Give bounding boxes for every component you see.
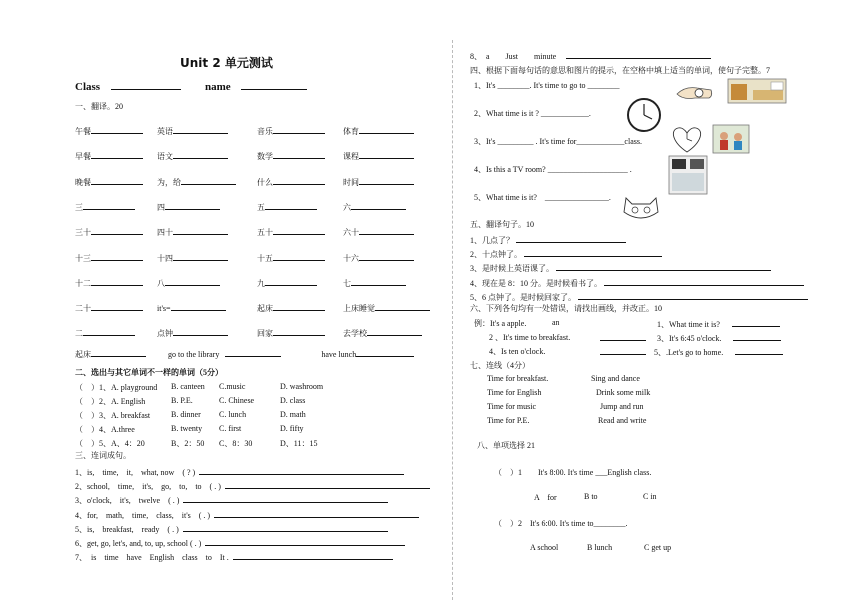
name-label: name — [205, 81, 307, 93]
translate-word: 早餐 — [75, 152, 91, 162]
translate-cell — [75, 252, 143, 264]
translate-sentence — [470, 262, 771, 274]
translate-cell — [75, 277, 143, 289]
translate-word: 九 — [257, 278, 265, 288]
error-sentence: 4、Is ten o'clock. — [489, 347, 546, 356]
answer-blank[interactable] — [273, 125, 325, 134]
translate-word: 数学 — [257, 152, 273, 162]
answer-line[interactable] — [214, 509, 419, 518]
answer-blank[interactable] — [359, 252, 414, 261]
translate-cell — [257, 150, 325, 162]
translate-word: 音乐 — [257, 127, 273, 136]
translate-word: 十五 — [257, 253, 273, 263]
translate-cell — [157, 150, 228, 162]
choice-option[interactable]: B. canteen — [171, 382, 205, 391]
translate-word: it's= — [157, 304, 171, 314]
choice-1-option-b[interactable]: B to — [584, 492, 598, 501]
translate-cell — [157, 252, 228, 264]
column-divider — [452, 40, 453, 600]
choice-option[interactable]: D. math — [280, 410, 306, 419]
translate-cell — [343, 201, 406, 213]
class-blank[interactable] — [111, 81, 181, 90]
answer-blank[interactable] — [273, 150, 325, 159]
translate-cell — [343, 125, 414, 137]
heart-clock-picture — [668, 124, 706, 154]
reorder-item — [75, 523, 388, 535]
translate-cell — [157, 176, 236, 188]
translate-word: 晚餐 — [75, 177, 91, 187]
choice-question-1: （ ）1 It's 8:00. It's time ___English class. — [494, 468, 652, 477]
answer-blank[interactable] — [351, 201, 406, 210]
clock-picture — [624, 97, 664, 133]
translate-word: 七 — [343, 278, 351, 288]
example-answer: an — [552, 318, 560, 327]
answer-blank[interactable] — [91, 125, 143, 134]
answer-blank[interactable] — [91, 277, 143, 286]
answer-line[interactable] — [183, 494, 388, 503]
translate-sentence — [470, 248, 662, 260]
choice-1-option-a[interactable]: A for — [534, 493, 557, 502]
reorder-item-8: 8、 a Just minute — [470, 50, 711, 62]
answer-line[interactable] — [183, 523, 388, 532]
answer-blank[interactable] — [375, 302, 430, 311]
reorder-words: 3、o'clock, it's, twelve ( . ) — [75, 496, 180, 506]
translate-cell — [157, 226, 228, 238]
choice-option[interactable]: B. dinner — [171, 410, 201, 419]
translate-cell — [343, 277, 406, 289]
answer-blank[interactable] — [173, 252, 228, 261]
answer-line[interactable] — [199, 466, 404, 475]
answer-blank[interactable] — [91, 176, 143, 185]
translate-word: 去学校 — [343, 329, 367, 339]
section-5-heading: 五、翻译句子。10 — [470, 220, 534, 229]
fill-item-3[interactable]: 3、It's _________ . It's time for____________class. — [474, 137, 642, 146]
translate-word: 三 — [75, 202, 83, 212]
answer-blank[interactable] — [273, 327, 325, 336]
translate-word: 十二 — [75, 278, 91, 288]
translate-cell — [157, 125, 228, 137]
choice-1-option-c[interactable]: C in — [643, 492, 657, 501]
translate-word: 三十 — [75, 228, 91, 238]
reorder-item — [75, 551, 393, 563]
section-8-heading: 八、单项选择 21 — [477, 441, 535, 450]
reorder-item — [75, 480, 430, 492]
translate-cell — [257, 302, 325, 314]
answer-blank[interactable] — [91, 252, 143, 261]
answer-blank[interactable] — [359, 176, 414, 185]
classroom-picture — [712, 124, 750, 154]
reorder-item — [75, 494, 388, 506]
translate-word: 八 — [157, 278, 165, 288]
match-right-item[interactable]: Drink some milk — [596, 388, 651, 397]
translate-cell — [75, 302, 143, 314]
translate-cell — [343, 226, 414, 238]
answer-blank[interactable] — [173, 125, 228, 134]
translate-cell — [343, 252, 414, 264]
answer-blank[interactable] — [83, 201, 135, 210]
translate-cell — [75, 226, 143, 238]
translate-word: 十六 — [343, 253, 359, 263]
correction-blank[interactable] — [600, 332, 646, 341]
correction-blank[interactable] — [732, 318, 780, 327]
match-right-item[interactable]: Sing and dance — [591, 374, 640, 383]
match-right-item[interactable]: Read and write — [598, 416, 647, 425]
answer-blank[interactable] — [83, 327, 135, 336]
correction-slot[interactable] — [552, 318, 560, 327]
translate-word: 为，给 — [157, 177, 181, 187]
error-sentence — [654, 346, 783, 358]
sentence-text: 2、十点钟了。 — [470, 250, 522, 260]
reorder-words: 1、is, time, it, what, now ( ? ) — [75, 468, 196, 477]
translate-sentence — [470, 291, 808, 303]
reorder-words: 4、for, math, time, class, it's ( . ) — [75, 510, 211, 520]
translate-cell — [75, 150, 143, 162]
translate-cell — [75, 125, 143, 137]
answer-line[interactable] — [516, 234, 626, 243]
reorder-item — [75, 509, 419, 521]
choice-option[interactable]: B. P.E. — [171, 396, 193, 405]
cat-clock-picture — [620, 192, 662, 222]
answer-line[interactable] — [233, 551, 393, 560]
answer-blank[interactable] — [173, 327, 228, 336]
choice-question: （ ）5、A、4：20 — [75, 439, 145, 448]
correction-blank[interactable] — [733, 332, 781, 341]
translate-word: 四 — [157, 202, 165, 212]
translate-sentence — [470, 277, 804, 289]
translate-word: 二 — [75, 329, 83, 339]
answer-blank[interactable] — [367, 327, 422, 336]
choice-2-option-a[interactable]: A school — [530, 543, 559, 552]
match-left-item[interactable]: Time for breakfast. — [487, 374, 549, 383]
sentence-text: 4、现在是 8：10 分。是时候看书了。 — [470, 278, 602, 288]
answer-blank[interactable] — [273, 252, 325, 261]
translate-word: 体育 — [343, 127, 359, 136]
reorder-words: 7、 is time have English class to It . — [75, 553, 229, 563]
translate-cell — [343, 302, 430, 314]
choice-option[interactable]: D、11：15 — [280, 439, 318, 448]
error-sentence — [657, 318, 780, 330]
translate-cell — [157, 277, 220, 289]
answer-line[interactable] — [556, 262, 771, 271]
translate-cell — [157, 327, 228, 339]
translate-cell — [157, 201, 220, 213]
choice-question: （ ）3、A. breakfast — [75, 411, 151, 420]
translate-word: 二十 — [75, 304, 91, 314]
answer-blank[interactable] — [91, 150, 143, 159]
answer-line[interactable] — [604, 277, 804, 286]
translate-cell — [343, 176, 414, 188]
sentence-text: 1、几点了？ — [470, 236, 514, 245]
translate-cell — [257, 327, 325, 339]
answer-blank[interactable] — [265, 201, 317, 210]
choice-option[interactable]: C.music — [219, 382, 246, 391]
answer-blank[interactable] — [359, 125, 414, 134]
section-4-heading: 四、根据下面每句话的意思和图片的提示，在空格中填上适当的单词，使句子完整。7 — [470, 66, 770, 75]
answer-blank[interactable] — [351, 277, 406, 286]
translate-word: 四十 — [157, 228, 173, 238]
sentence-text: 5、.Let's go to home. — [654, 348, 724, 357]
choice-2-option-b[interactable]: B lunch — [587, 543, 613, 552]
translate-cell — [257, 252, 325, 264]
translate-cell — [157, 302, 226, 313]
reorder-item — [75, 537, 405, 549]
choice-question: （ ）2、A. English — [75, 397, 146, 406]
sentence-text: 5、6 点钟了。是时候回家了。 — [470, 292, 576, 302]
answer-line[interactable] — [225, 480, 430, 489]
translate-word: 时间 — [343, 177, 359, 187]
fill-item-1[interactable]: 1、It's ________. It's time to go to ________ — [474, 81, 620, 90]
reorder-words: 2、school, time, it's, go, to, to ( . ) — [75, 482, 221, 492]
choice-option[interactable]: B、2：50 — [171, 439, 205, 448]
answer-blank[interactable] — [359, 150, 414, 159]
choice-question: （ ）4、A.three — [75, 425, 135, 434]
translate-word: 十三 — [75, 253, 91, 263]
answer-blank[interactable] — [165, 277, 220, 286]
translate-word: 什么 — [257, 177, 273, 187]
answer-blank[interactable] — [173, 150, 228, 159]
correction-blank[interactable] — [600, 346, 646, 355]
fill-item-2[interactable]: 2、What time is it ? ____________. — [474, 109, 591, 118]
error-sentence: 2 、It's time to breakfast. — [489, 333, 571, 342]
answer-blank[interactable] — [91, 302, 143, 311]
answer-blank[interactable] — [273, 302, 325, 311]
reorder-words: 5、is, breakfast, ready ( . ) — [75, 524, 179, 534]
translate-word: 十四 — [157, 253, 173, 263]
correction-blank[interactable] — [735, 346, 783, 355]
translate-word: 五十 — [257, 228, 273, 238]
answer-blank[interactable] — [91, 226, 143, 235]
correction-slot[interactable] — [600, 346, 646, 357]
translate-cell — [343, 150, 414, 162]
match-left-item[interactable]: Time for English — [487, 388, 542, 397]
error-sentence: 例：It's a apple. — [474, 319, 527, 328]
choice-option[interactable]: B. twenty — [171, 424, 203, 433]
fill-item-5[interactable]: 5、What time is it? ________________. — [474, 193, 611, 202]
fill-item-4[interactable]: 4、Is this a TV room? ____________________ . — [474, 165, 632, 174]
choice-option[interactable]: D. washroom — [280, 382, 324, 391]
translate-word: 上床睡觉 — [343, 304, 375, 314]
choice-option[interactable]: D. fifty — [280, 424, 304, 433]
reorder-words: 6、get, go, let's, and, to, up, school ( . ) — [75, 539, 202, 548]
translate-word: 六十 — [343, 228, 359, 238]
translate-cell — [257, 226, 325, 238]
section-7-heading: 七、连线（4分） — [470, 361, 530, 370]
choice-option[interactable]: C. lunch — [219, 410, 247, 419]
translate-word: 回家 — [257, 329, 273, 339]
choice-2-option-c[interactable]: C get up — [644, 543, 672, 552]
choice-question: （ ）1、A. playground — [75, 383, 158, 392]
translate-cell — [343, 327, 422, 339]
sentence-text: 3、是时候上英语课了。 — [470, 264, 554, 274]
answer-blank[interactable] — [273, 176, 325, 185]
bedroom-picture — [727, 78, 787, 104]
translate-cell — [257, 277, 317, 289]
translate-word: 起床 — [257, 304, 273, 314]
name-blank[interactable] — [241, 81, 307, 90]
translate-word: 午餐 — [75, 127, 91, 136]
answer-blank[interactable] — [165, 201, 220, 210]
match-left-item[interactable]: Time for P.E. — [487, 416, 530, 425]
class-label: Class — [75, 81, 181, 93]
translate-cell — [75, 176, 143, 188]
translate-cell — [257, 176, 325, 188]
reorder-item — [75, 466, 404, 478]
translate-cell — [257, 201, 317, 213]
translate-word: 语文 — [157, 152, 173, 162]
translate-row-10: 起床 go to the library have lunch — [75, 348, 414, 360]
arm-watch-picture — [675, 80, 715, 102]
choice-option[interactable]: C. Chinese — [219, 396, 255, 405]
translate-cell — [257, 125, 325, 137]
answer-line[interactable] — [578, 291, 808, 300]
answer-line[interactable] — [205, 537, 405, 546]
choice-option[interactable]: D. class — [280, 396, 306, 405]
correction-slot[interactable] — [600, 332, 646, 343]
sentence-text: 3、It's 6:45 o'clock. — [657, 334, 722, 343]
section-3-heading: 三、连词成句。 — [75, 451, 131, 460]
tv-room-picture — [668, 155, 708, 195]
choice-option[interactable]: C. first — [219, 424, 242, 433]
answer-line[interactable] — [524, 248, 662, 257]
error-sentence — [657, 332, 781, 344]
page-title: Unit 2 单元测试 — [180, 56, 273, 70]
answer-blank[interactable] — [359, 226, 414, 235]
translate-cell — [75, 327, 135, 339]
match-left-item[interactable]: Time for music — [487, 402, 537, 411]
section-1-heading: 一、翻译。20 — [75, 102, 123, 111]
answer-blank[interactable] — [171, 302, 226, 311]
choice-option[interactable]: C、8：30 — [219, 439, 253, 448]
answer-blank[interactable] — [273, 226, 325, 235]
section-6-heading: 六、下列各句均有一处错误，请找出画线，并改正。10 — [470, 304, 662, 313]
translate-word: 六 — [343, 202, 351, 212]
translate-word: 点钟 — [157, 329, 173, 339]
answer-blank[interactable] — [265, 277, 317, 286]
translate-word: 英语 — [157, 127, 173, 136]
translate-cell — [75, 201, 135, 213]
answer-blank[interactable] — [181, 176, 236, 185]
match-right-item[interactable]: Jump and run — [600, 402, 644, 411]
sentence-text: 1、What time it is? — [657, 320, 720, 329]
answer-blank[interactable] — [173, 226, 228, 235]
translate-sentence — [470, 234, 626, 246]
choice-question-2: （ ）2 It's 6:00. It's time to________. — [494, 519, 628, 528]
translate-word: 五 — [257, 202, 265, 212]
translate-word: 课程 — [343, 152, 359, 162]
section-2-heading: 二、选出与其它单词不一样的单词（5分） — [75, 368, 223, 377]
